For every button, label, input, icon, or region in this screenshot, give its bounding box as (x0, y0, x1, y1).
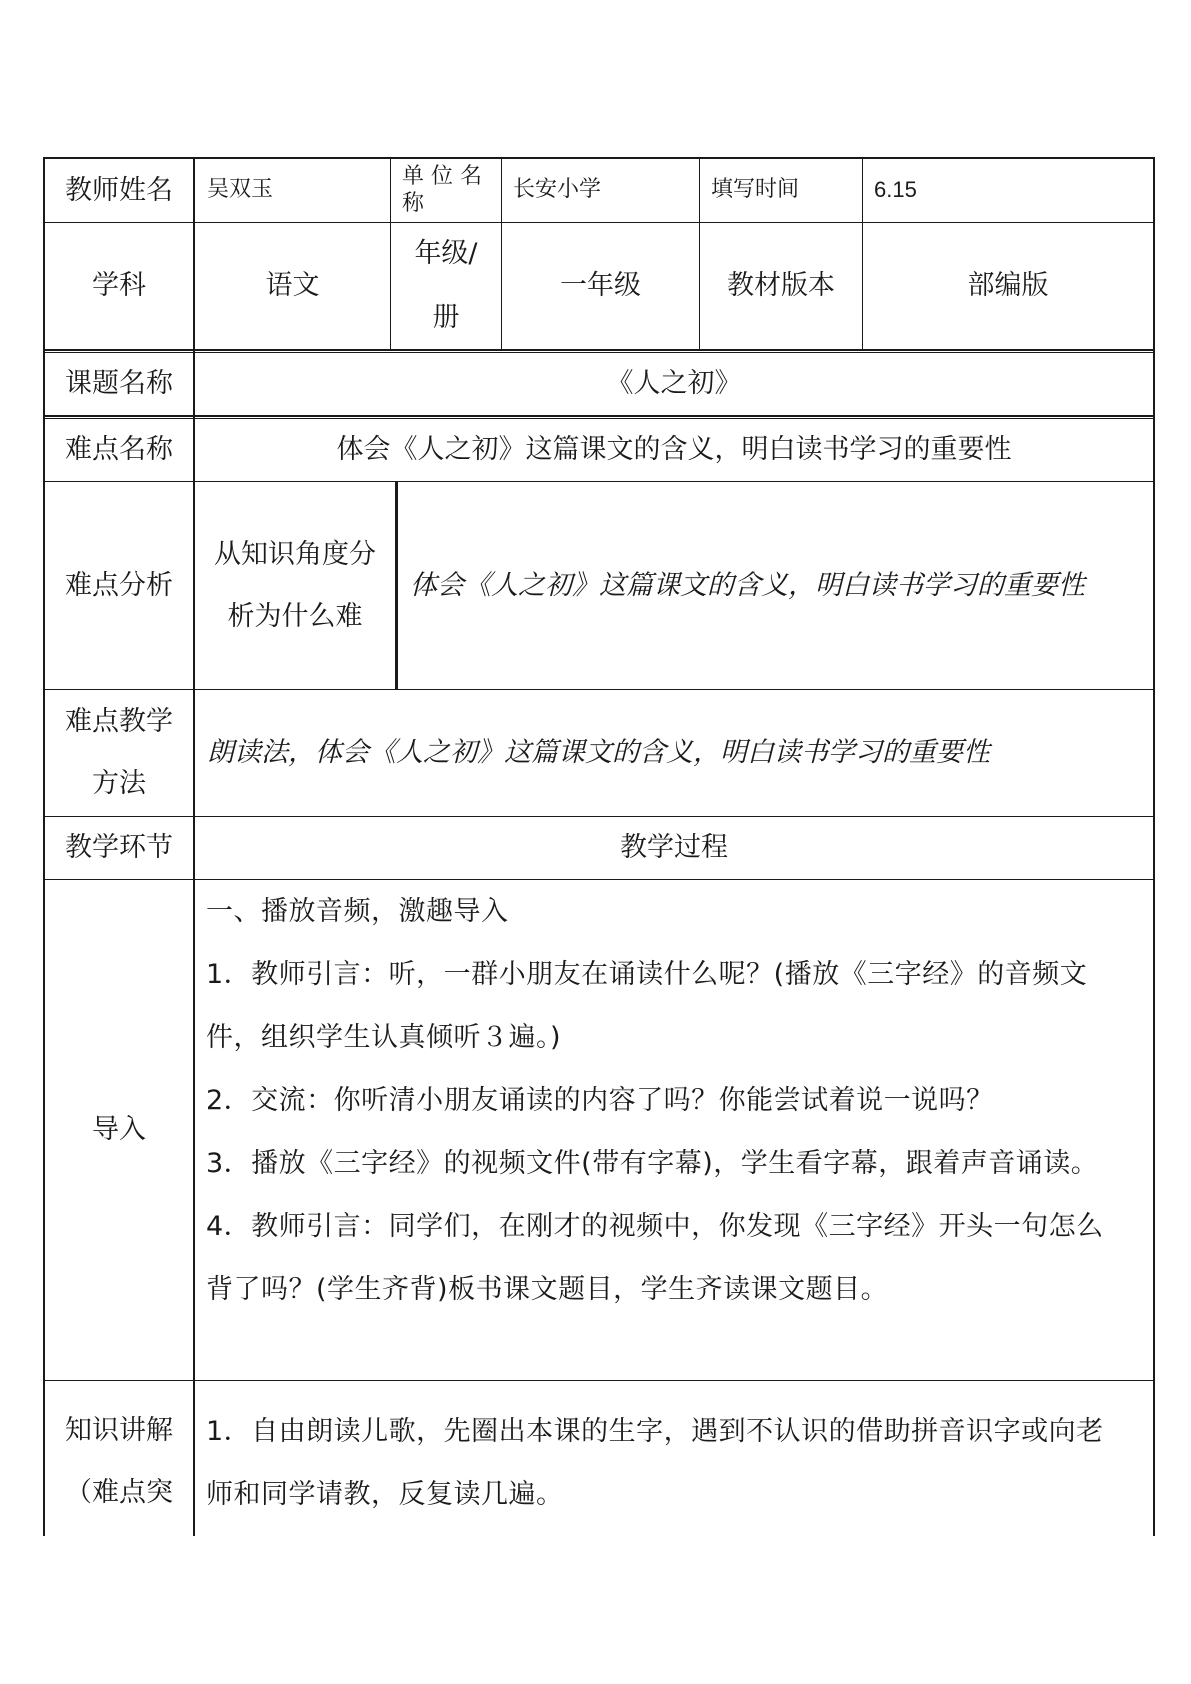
process-header: 教学过程 (620, 832, 728, 864)
topic-label: 课题名称 (65, 368, 173, 400)
process-line: 3．播放《三字经》的视频文件(带有字幕)，学生看字幕，跟着声音诵读。 (206, 1148, 1099, 1179)
analysis-sub-label: 从知识角度分 析为什么难 (214, 538, 376, 632)
intro-stage-label: 导入 (92, 1114, 146, 1146)
subject-value: 语文 (265, 270, 320, 302)
table-border (43, 415, 1155, 417)
stage-header: 教学环节 (65, 832, 173, 864)
subject-label: 学科 (92, 270, 146, 302)
process-line: 件，组织学生认真倾听３遍。) (206, 1022, 562, 1053)
teacher-name-value: 吴双玉 (207, 177, 274, 203)
unit-name-value: 长安小学 (513, 177, 602, 203)
process-line: 4．教师引言：同学们，在刚才的视频中，你发现《三字经》开头一句怎么 (206, 1211, 1104, 1242)
grade-label: 年级/ 册 (414, 238, 478, 333)
unit-name-label: 单 位 名 称 (402, 164, 482, 216)
process-line: 师和同学请教，反复读几遍。 (206, 1479, 564, 1510)
textbook-version-value: 部编版 (967, 270, 1049, 302)
teacher-name-label: 教师姓名 (65, 174, 173, 206)
table-border (43, 1380, 1155, 1381)
process-line: 一、播放音频，激趣导入 (206, 896, 509, 927)
table-border (43, 349, 1155, 351)
grade-value: 一年级 (560, 270, 641, 302)
difficulty-value: 体会《人之初》这篇课文的含义，明白读书学习的重要性 (336, 434, 1012, 466)
analysis-value: 体会《人之初》这篇课文的含义，明白读书学习的重要性 (410, 569, 1085, 601)
knowledge-process-text (206, 1400, 1151, 1526)
fill-date-value: 6.15 (874, 177, 917, 203)
analysis-label: 难点分析 (65, 569, 173, 601)
process-line: 1．教师引言：听，一群小朋友在诵读什么呢？(播放《三字经》的音频文 (206, 959, 1088, 990)
textbook-version-label: 教材版本 (727, 270, 835, 302)
knowledge-stage-label: 知识讲解 （难点突 (65, 1415, 173, 1508)
table-border (395, 481, 398, 689)
teaching-method-label: 难点教学 方法 (65, 706, 173, 799)
topic-value: 《人之初》 (606, 368, 742, 400)
teaching-method-value: 朗读法，体会《人之初》这篇课文的含义，明白读书学习的重要性 (207, 737, 990, 769)
process-line: 背了吗？(学生齐背)板书课文题目，学生齐读课文题目。 (206, 1274, 889, 1305)
table-border (1153, 157, 1155, 1536)
process-line: 1．自由朗读儿歌，先圈出本课的生字，遇到不认识的借助拼音识字或向老 (206, 1416, 1104, 1447)
difficulty-label: 难点名称 (65, 434, 173, 466)
fill-date-label: 填写时间 (711, 177, 800, 203)
intro-process-text (206, 880, 1151, 1321)
process-line: 2．交流：你听清小朋友诵读的内容了吗？你能尝试着说一说吗？ (206, 1085, 994, 1116)
